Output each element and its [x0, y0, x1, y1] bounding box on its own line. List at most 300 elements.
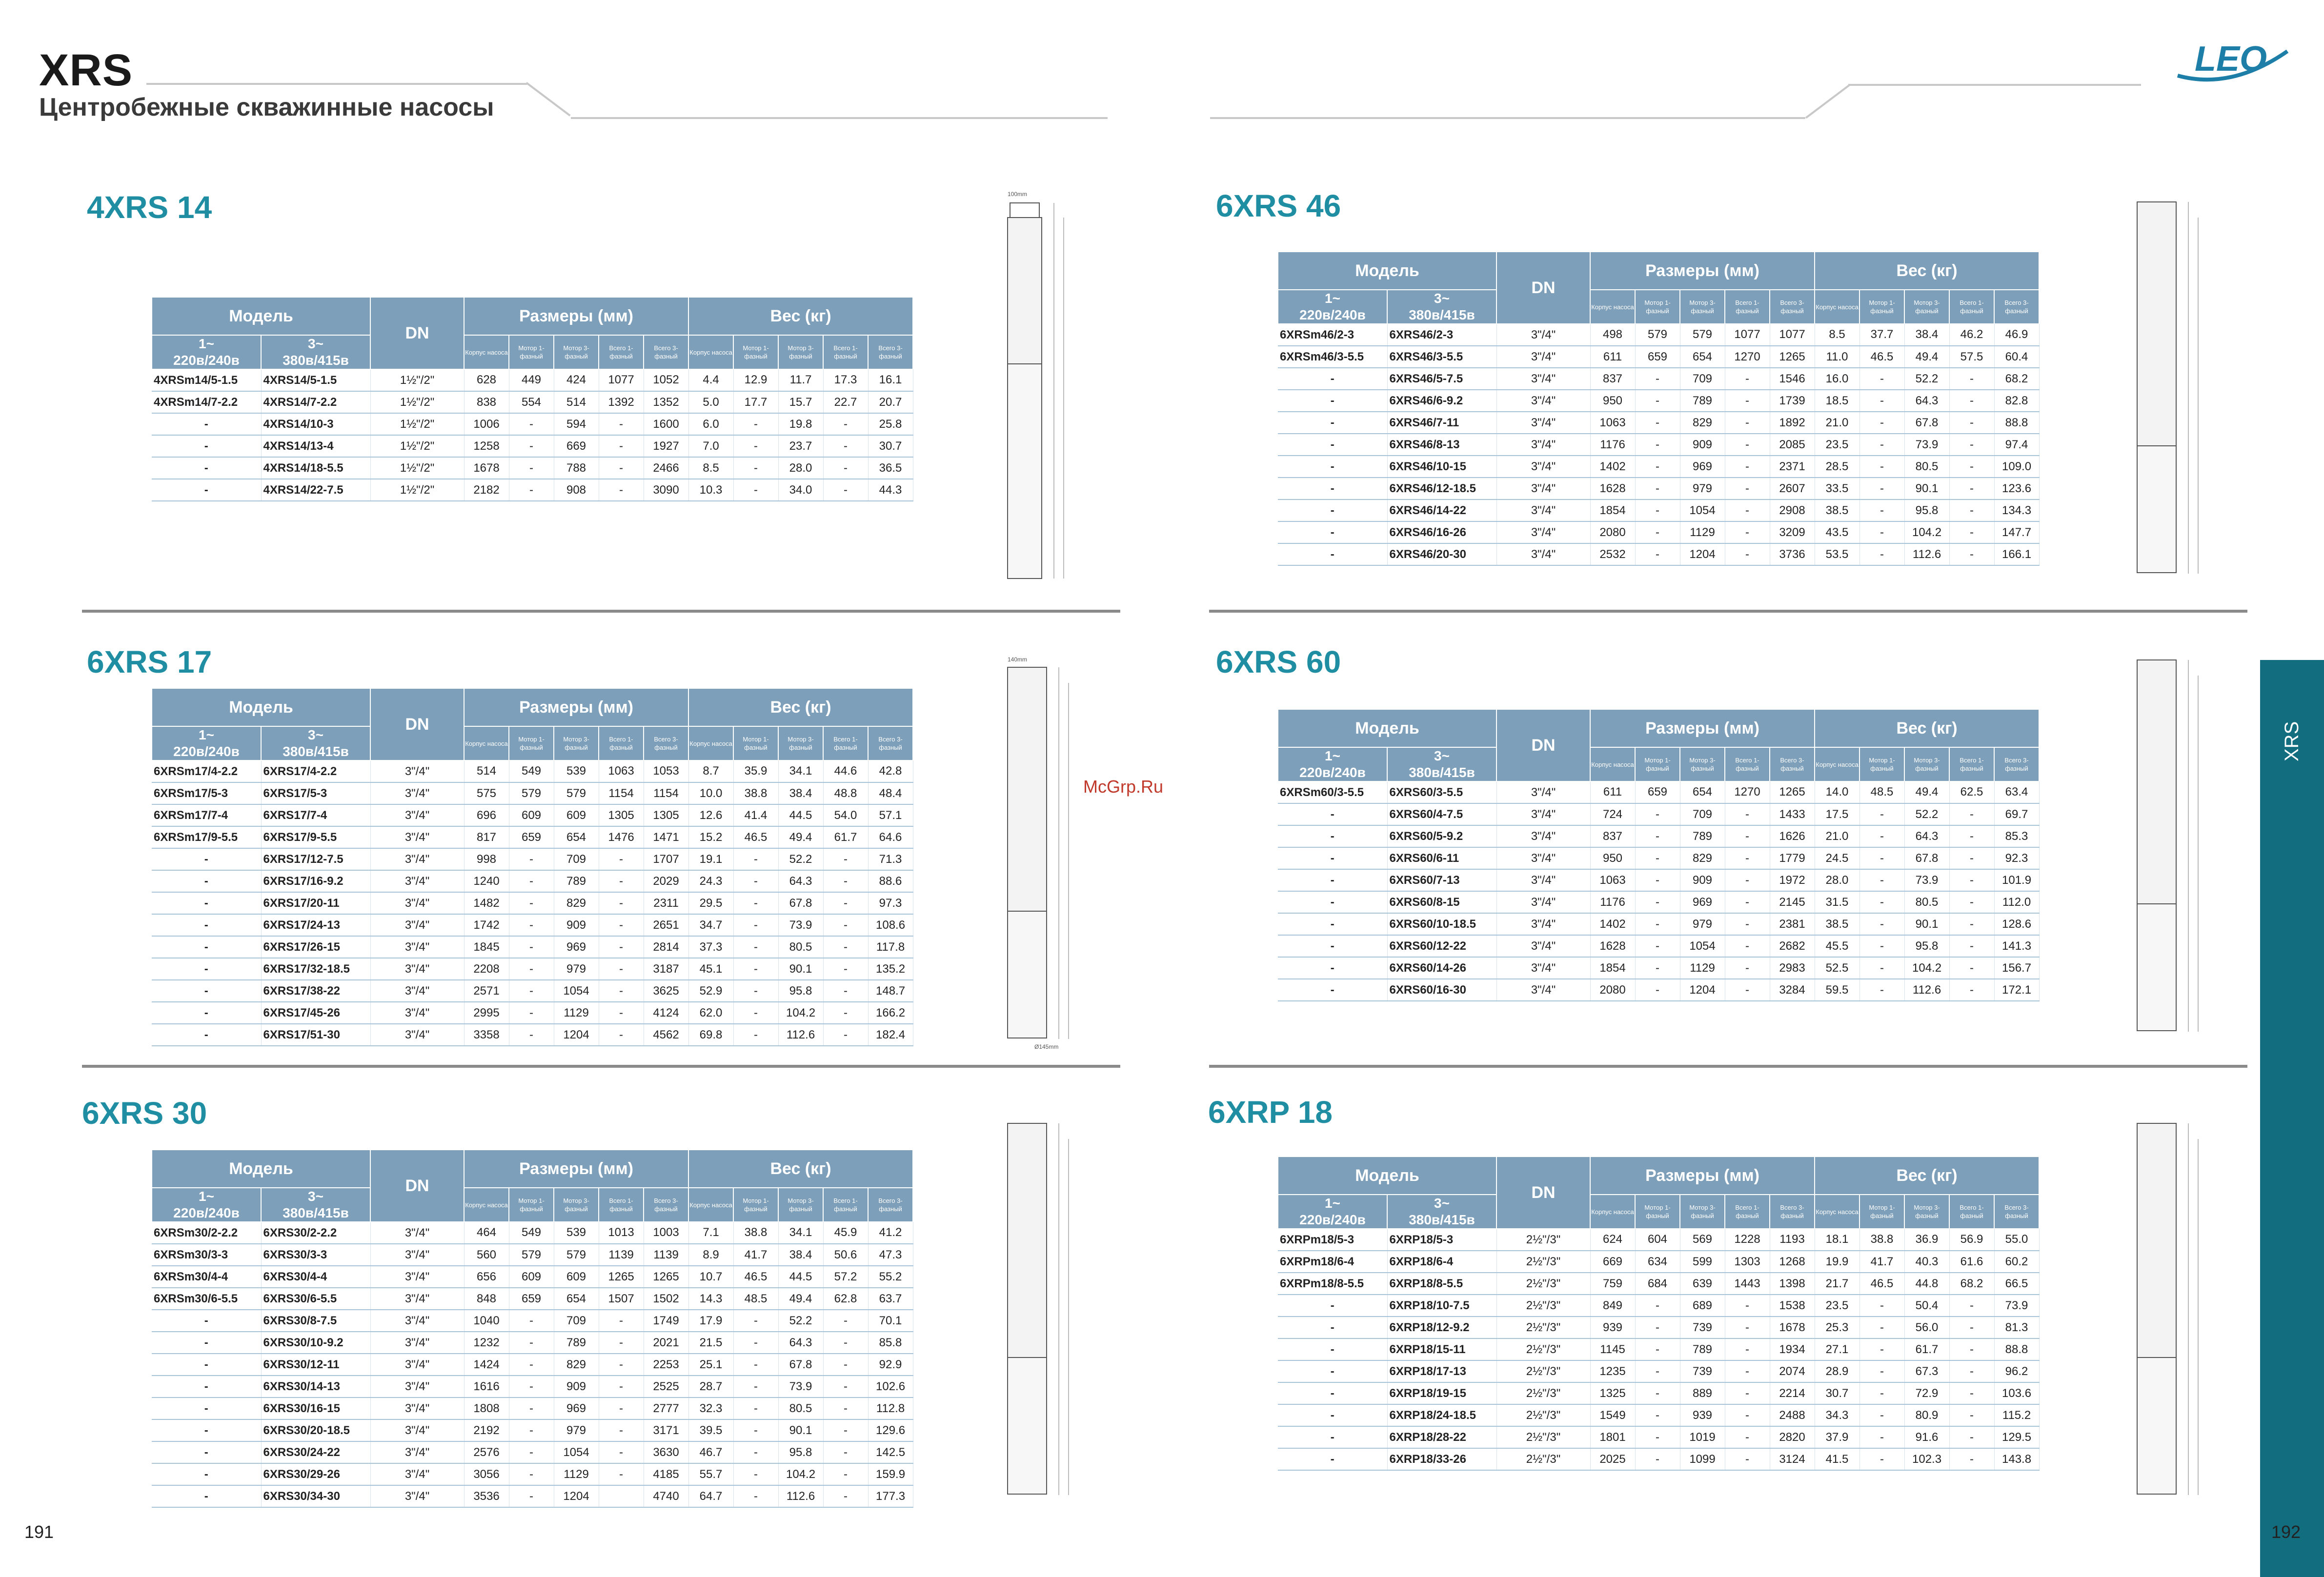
model-3phase: 6XRS30/24-22 [261, 1441, 370, 1463]
dimension-cell: - [1635, 1426, 1680, 1448]
weight-cell: 17.9 [688, 1310, 733, 1332]
weight-cell: - [1859, 825, 1904, 847]
dimension-cell: - [1725, 412, 1770, 434]
weight-cell: - [1859, 935, 1904, 957]
weight-cell: 60.2 [1994, 1251, 2039, 1273]
col-header-dims-sub: Всего 1-фазный [1725, 747, 1770, 781]
weight-cell: 18.5 [1815, 390, 1859, 412]
weight-cell: - [1949, 543, 1994, 565]
dimension-cell: 1139 [644, 1244, 688, 1266]
dimension-cell: - [599, 980, 644, 1002]
weight-cell: 21.7 [1815, 1273, 1859, 1295]
col-header-dims-sub: Всего 3-фазный [644, 726, 688, 760]
dn-cell: 2½"/3" [1496, 1360, 1590, 1382]
col-header-dims: Размеры (мм) [464, 1150, 688, 1188]
page-subtitle: Центробежные скважинные насосы [39, 93, 494, 121]
dimension-cell: 594 [554, 413, 599, 435]
model-3phase: 6XRS30/34-30 [261, 1485, 370, 1507]
col-header-dims-sub: Всего 3-фазный [1770, 290, 1815, 324]
dn-cell: 3"/4" [370, 1441, 464, 1463]
dimension-cell: - [509, 914, 554, 936]
weight-cell: 81.3 [1994, 1317, 2039, 1338]
dimension-cell: - [599, 479, 644, 501]
table-row [152, 936, 913, 958]
dn-cell: 3"/4" [1496, 825, 1590, 847]
dimension-cell: 849 [1590, 1295, 1635, 1317]
table-row [1278, 1229, 2039, 1251]
weight-cell: 90.1 [1904, 913, 1949, 935]
weight-cell: 14.0 [1815, 781, 1859, 803]
col-header-dims: Размеры (мм) [464, 297, 688, 335]
model-1phase: - [1278, 456, 1387, 478]
col-header-dims: Размеры (мм) [1590, 1157, 1815, 1195]
weight-cell: 61.6 [1949, 1251, 1994, 1273]
model-1phase: - [152, 1024, 261, 1046]
header-rule-left-lower [571, 117, 1108, 119]
weight-cell: 52.2 [1904, 803, 1949, 825]
dimension-cell: 789 [1680, 390, 1725, 412]
dimension-cell: 1176 [1590, 434, 1635, 456]
weight-cell: - [1949, 979, 1994, 1001]
weight-cell: - [733, 435, 778, 457]
dimension-cell: 3090 [644, 479, 688, 501]
dimension-cell: 1145 [1590, 1338, 1635, 1360]
dn-cell: 3"/4" [370, 1002, 464, 1024]
dimension-cell: 2532 [1590, 543, 1635, 565]
weight-cell: 15.7 [778, 391, 823, 413]
weight-cell: 16.0 [1815, 368, 1859, 390]
weight-cell: 61.7 [823, 826, 868, 848]
dimension-cell: - [509, 936, 554, 958]
dn-cell: 2½"/3" [1496, 1317, 1590, 1338]
dn-cell: 3"/4" [370, 826, 464, 848]
weight-cell: - [1859, 891, 1904, 913]
weight-cell: - [1949, 847, 1994, 869]
dimension-cell: 1303 [1725, 1251, 1770, 1273]
dimension-cell: 634 [1635, 1251, 1680, 1273]
dimension-cell: 1270 [1725, 781, 1770, 803]
weight-cell: 30.7 [1815, 1382, 1859, 1404]
table-row [1278, 869, 2039, 891]
dimension-cell: - [1635, 869, 1680, 891]
model-1phase: 6XRSm46/2-3 [1278, 324, 1387, 346]
dimension-cell: 909 [1680, 434, 1725, 456]
col-header-weight-sub: Всего 3-фазный [868, 726, 913, 760]
dimension-cell: - [1725, 478, 1770, 499]
weight-cell: 33.5 [1815, 478, 1859, 499]
dimension-cell: 789 [554, 1332, 599, 1354]
table-row [152, 1397, 913, 1419]
weight-cell: 43.5 [1815, 521, 1859, 543]
dimension-cell: 514 [554, 391, 599, 413]
model-3phase: 6XRS17/24-13 [261, 914, 370, 936]
weight-cell: 17.3 [823, 369, 868, 391]
weight-cell: 64.3 [1904, 825, 1949, 847]
dimension-cell: 659 [509, 826, 554, 848]
header-rule-left [146, 83, 527, 85]
model-3phase: 6XRS30/12-11 [261, 1354, 370, 1376]
model-3phase: 6XRS30/10-9.2 [261, 1332, 370, 1354]
weight-cell: 44.5 [778, 1266, 823, 1288]
table-row [1278, 499, 2039, 521]
pump-drawing-6xrs46 [2118, 188, 2215, 583]
dimension-cell: 539 [554, 760, 599, 782]
table-row [152, 1310, 913, 1332]
weight-cell: 46.5 [733, 826, 778, 848]
dimension-cell: 3625 [644, 980, 688, 1002]
model-1phase: - [152, 958, 261, 980]
col-header-dims-sub: Мотор 1-фазный [509, 335, 554, 369]
weight-cell: 135.2 [868, 958, 913, 980]
weight-cell: - [1859, 913, 1904, 935]
col-header-phase1: 1~ 220в/240в [1278, 290, 1387, 324]
dimension-cell: 1268 [1770, 1251, 1815, 1273]
table-row [1278, 803, 2039, 825]
dimension-cell: 1228 [1725, 1229, 1770, 1251]
dimension-cell: - [1635, 478, 1680, 499]
weight-cell: 61.7 [1904, 1338, 1949, 1360]
dimension-cell: 2571 [464, 980, 509, 1002]
weight-cell: 49.4 [1904, 781, 1949, 803]
weight-cell: 45.1 [688, 958, 733, 980]
dn-cell: 3"/4" [1496, 390, 1590, 412]
weight-cell: 19.8 [778, 413, 823, 435]
weight-cell: - [1949, 825, 1994, 847]
col-header-weight: Вес (кг) [1815, 1157, 2039, 1195]
weight-cell: 147.7 [1994, 521, 2039, 543]
col-header-weight: Вес (кг) [688, 688, 913, 726]
weight-cell: 67.8 [778, 892, 823, 914]
dimension-cell: 684 [1635, 1273, 1680, 1295]
dimension-cell: - [509, 1354, 554, 1376]
model-3phase: 6XRP18/10-7.5 [1387, 1295, 1496, 1317]
dimension-cell: - [599, 1310, 644, 1332]
dimension-cell: 2311 [644, 892, 688, 914]
table-row [152, 848, 913, 870]
weight-cell: 44.3 [868, 479, 913, 501]
col-header-dims-sub: Корпус насоса [1590, 747, 1635, 781]
dimension-cell: 709 [1680, 368, 1725, 390]
dn-cell: 3"/4" [1496, 847, 1590, 869]
page-number-left: 191 [24, 1522, 54, 1542]
table-row [152, 760, 913, 782]
weight-cell: 62.0 [688, 1002, 733, 1024]
weight-cell: 38.5 [1815, 913, 1859, 935]
table-row [1278, 324, 2039, 346]
dimension-cell: - [509, 413, 554, 435]
dn-cell: 3"/4" [370, 1266, 464, 1288]
dn-cell: 3"/4" [370, 782, 464, 804]
dn-cell: 3"/4" [1496, 412, 1590, 434]
dimension-cell: 1471 [644, 826, 688, 848]
dimension-cell: 3358 [464, 1024, 509, 1046]
model-3phase: 6XRS46/8-13 [1387, 434, 1496, 456]
col-header-weight-sub: Всего 1-фазный [1949, 747, 1994, 781]
model-1phase: - [152, 435, 261, 457]
model-1phase: - [1278, 368, 1387, 390]
weight-cell: 112.6 [1904, 979, 1949, 1001]
weight-cell: - [1949, 891, 1994, 913]
dimension-cell: 689 [1680, 1295, 1725, 1317]
weight-cell: 73.9 [778, 1376, 823, 1397]
model-1phase: 6XRPm18/8-5.5 [1278, 1273, 1387, 1295]
dimension-cell: 1600 [644, 413, 688, 435]
dimension-cell: 1892 [1770, 412, 1815, 434]
dimension-cell: 2983 [1770, 957, 1815, 979]
dimension-cell: - [1725, 1317, 1770, 1338]
col-header-dn: DN [370, 688, 464, 760]
model-1phase: - [152, 848, 261, 870]
col-header-dims-sub: Всего 1-фазный [599, 1188, 644, 1222]
weight-cell: 25.3 [1815, 1317, 1859, 1338]
dimension-cell: 739 [1680, 1360, 1725, 1382]
dimension-cell: 1054 [1680, 935, 1725, 957]
dimension-cell: 1204 [1680, 979, 1725, 1001]
header-rule-right-upper [1848, 84, 2141, 86]
col-header-dims: Размеры (мм) [1590, 709, 1815, 747]
dimension-cell: 4185 [644, 1463, 688, 1485]
dimension-cell: 2192 [464, 1419, 509, 1441]
weight-cell: - [733, 1354, 778, 1376]
weight-cell: 80.9 [1904, 1404, 1949, 1426]
dimension-cell: 498 [1590, 324, 1635, 346]
dimension-cell: - [599, 1376, 644, 1397]
weight-cell: 40.3 [1904, 1251, 1949, 1273]
weight-cell: 48.4 [868, 782, 913, 804]
weight-cell: 90.1 [1904, 478, 1949, 499]
model-3phase: 6XRP18/12-9.2 [1387, 1317, 1496, 1338]
weight-cell: 41.4 [733, 804, 778, 826]
col-header-weight-sub: Корпус насоса [1815, 1195, 1859, 1229]
dimension-cell: 1779 [1770, 847, 1815, 869]
dimension-cell: 579 [509, 782, 554, 804]
section-title-6xrp18: 6XRP 18 [1208, 1095, 1333, 1130]
table-row [1278, 478, 2039, 499]
weight-cell: 41.2 [868, 1222, 913, 1244]
dimension-cell: 1063 [1590, 869, 1635, 891]
dimension-cell: - [1725, 935, 1770, 957]
weight-cell: 88.8 [1994, 1338, 2039, 1360]
table-header-row [1278, 1157, 2039, 1195]
weight-cell: - [733, 1376, 778, 1397]
table-header-row [152, 1150, 913, 1188]
dimension-cell: 654 [554, 1288, 599, 1310]
model-3phase: 6XRS17/38-22 [261, 980, 370, 1002]
model-1phase: - [1278, 478, 1387, 499]
weight-cell: 103.6 [1994, 1382, 2039, 1404]
dimension-cell: 724 [1590, 803, 1635, 825]
dimension-cell: - [599, 1024, 644, 1046]
table-row [1278, 1251, 2039, 1273]
col-header-dims-sub: Мотор 1-фазный [1635, 1195, 1680, 1229]
weight-cell: 46.5 [733, 1266, 778, 1288]
col-header-weight-sub: Мотор 1-фазный [733, 726, 778, 760]
dimension-cell: - [509, 479, 554, 501]
dimension-cell: - [599, 848, 644, 870]
table-row [152, 1419, 913, 1441]
dimension-cell: - [509, 1002, 554, 1024]
dimension-cell: 1235 [1590, 1360, 1635, 1382]
col-header-dims: Размеры (мм) [464, 688, 688, 726]
dimension-cell: 1628 [1590, 935, 1635, 957]
dimension-cell: 2820 [1770, 1426, 1815, 1448]
col-header-dims-sub: Корпус насоса [464, 1188, 509, 1222]
section-title-6xrs46: 6XRS 46 [1216, 188, 1341, 223]
dimension-cell: 1443 [1725, 1273, 1770, 1295]
table-row [1278, 781, 2039, 803]
dn-cell: 3"/4" [1496, 456, 1590, 478]
weight-cell: 59.5 [1815, 979, 1859, 1001]
weight-cell: 73.9 [1904, 434, 1949, 456]
dimension-cell: 3056 [464, 1463, 509, 1485]
table-row [1278, 1360, 2039, 1382]
weight-cell: 27.1 [1815, 1338, 1859, 1360]
weight-cell: 90.1 [778, 1419, 823, 1441]
weight-cell: 80.5 [1904, 891, 1949, 913]
weight-cell: 97.3 [868, 892, 913, 914]
col-header-weight-sub: Мотор 3-фазный [1904, 290, 1949, 324]
model-3phase: 6XRS60/6-11 [1387, 847, 1496, 869]
weight-cell: 46.7 [688, 1441, 733, 1463]
dn-cell: 1½"/2" [370, 435, 464, 457]
weight-cell: - [733, 1441, 778, 1463]
col-header-model: Модель [152, 1150, 370, 1188]
weight-cell: 49.4 [1904, 346, 1949, 368]
dn-cell: 3"/4" [1496, 869, 1590, 891]
weight-cell: 46.9 [1994, 324, 2039, 346]
dimension-cell: 560 [464, 1244, 509, 1266]
dn-cell: 3"/4" [370, 870, 464, 892]
dimension-cell: - [509, 1441, 554, 1463]
dimension-cell: 1749 [644, 1310, 688, 1332]
col-header-phase3: 3~ 380в/415в [261, 335, 370, 369]
dimension-cell: - [1635, 390, 1680, 412]
table-row [1278, 346, 2039, 368]
model-1phase: - [152, 1354, 261, 1376]
dimension-cell: 659 [1635, 346, 1680, 368]
dimension-cell: 1402 [1590, 456, 1635, 478]
dimension-cell: 909 [554, 914, 599, 936]
weight-cell: - [823, 1024, 868, 1046]
weight-cell: 69.8 [688, 1024, 733, 1046]
dimension-cell: - [599, 958, 644, 980]
dimension-cell: - [1725, 891, 1770, 913]
dimension-cell: - [599, 1463, 644, 1485]
weight-cell: 28.9 [1815, 1360, 1859, 1382]
weight-cell: - [1949, 803, 1994, 825]
col-header-dims-sub: Мотор 3-фазный [554, 726, 599, 760]
model-1phase: - [1278, 390, 1387, 412]
weight-cell: - [823, 457, 868, 479]
divider-left-1 [82, 610, 1120, 613]
weight-cell: 14.3 [688, 1288, 733, 1310]
model-1phase: 6XRSm17/9-5.5 [152, 826, 261, 848]
dimension-cell: - [599, 892, 644, 914]
weight-cell: - [1859, 1448, 1904, 1470]
table-row [1278, 847, 2039, 869]
weight-cell: 44.5 [778, 804, 823, 826]
weight-cell: 115.2 [1994, 1404, 2039, 1426]
dn-cell: 3"/4" [370, 1288, 464, 1310]
dimension-cell: 969 [1680, 891, 1725, 913]
dimension-cell: - [1725, 869, 1770, 891]
col-header-phase3: 3~ 380в/415в [261, 1188, 370, 1222]
dn-cell: 3"/4" [1496, 979, 1590, 1001]
dimension-cell: 669 [1590, 1251, 1635, 1273]
table-row [152, 1002, 913, 1024]
dn-cell: 3"/4" [370, 760, 464, 782]
dimension-cell: 3736 [1770, 543, 1815, 565]
col-header-dims-sub: Мотор 1-фазный [1635, 747, 1680, 781]
dn-cell: 3"/4" [1496, 499, 1590, 521]
dn-cell: 3"/4" [1496, 434, 1590, 456]
table-row [152, 958, 913, 980]
weight-cell: - [1949, 1426, 1994, 1448]
weight-cell: 31.5 [1815, 891, 1859, 913]
weight-cell: 29.5 [688, 892, 733, 914]
dimension-cell: 1628 [1590, 478, 1635, 499]
dimension-cell: - [509, 1332, 554, 1354]
dimension-cell: - [1725, 803, 1770, 825]
weight-cell: - [1949, 957, 1994, 979]
dimension-cell: 654 [1680, 346, 1725, 368]
dimension-cell: - [1725, 1382, 1770, 1404]
dimension-cell: 2682 [1770, 935, 1815, 957]
model-3phase: 6XRS30/4-4 [261, 1266, 370, 1288]
weight-cell: 38.8 [733, 782, 778, 804]
table-row [152, 1463, 913, 1485]
col-header-dims-sub: Всего 1-фазный [599, 335, 644, 369]
dn-cell: 3"/4" [370, 1485, 464, 1507]
weight-cell: 20.7 [868, 391, 913, 413]
table-row [1278, 1404, 2039, 1426]
model-3phase: 6XRS17/26-15 [261, 936, 370, 958]
dn-cell: 2½"/3" [1496, 1426, 1590, 1448]
weight-cell: 62.8 [823, 1288, 868, 1310]
weight-cell: 91.6 [1904, 1426, 1949, 1448]
weight-cell: - [1859, 499, 1904, 521]
dimension-cell: - [1725, 390, 1770, 412]
pump-drawing-6xrs17 [981, 654, 1078, 1054]
dimension-cell: - [599, 870, 644, 892]
weight-cell: - [1859, 1404, 1904, 1426]
model-1phase: - [1278, 1382, 1387, 1404]
table-row [1278, 1338, 2039, 1360]
dimension-cell: - [1725, 1448, 1770, 1470]
weight-cell: - [823, 936, 868, 958]
weight-cell: - [1859, 1295, 1904, 1317]
weight-cell: 90.1 [778, 958, 823, 980]
weight-cell: 82.8 [1994, 390, 2039, 412]
dimension-cell: - [1635, 957, 1680, 979]
weight-cell: - [823, 1376, 868, 1397]
col-header-dims-sub: Всего 3-фазный [1770, 1195, 1815, 1229]
dn-cell: 3"/4" [370, 958, 464, 980]
weight-cell: 17.7 [733, 391, 778, 413]
weight-cell: 48.8 [823, 782, 868, 804]
weight-cell: - [1949, 521, 1994, 543]
dimension-cell: 2214 [1770, 1382, 1815, 1404]
weight-cell: 172.1 [1994, 979, 2039, 1001]
spec-table-4xrs14 [151, 297, 913, 501]
table-row [152, 1222, 913, 1244]
model-1phase: - [1278, 1338, 1387, 1360]
table-row [152, 457, 913, 479]
col-header-dims-sub: Мотор 3-фазный [554, 335, 599, 369]
dimension-cell: 579 [1680, 324, 1725, 346]
weight-cell: 141.3 [1994, 935, 2039, 957]
table-row [1278, 434, 2039, 456]
